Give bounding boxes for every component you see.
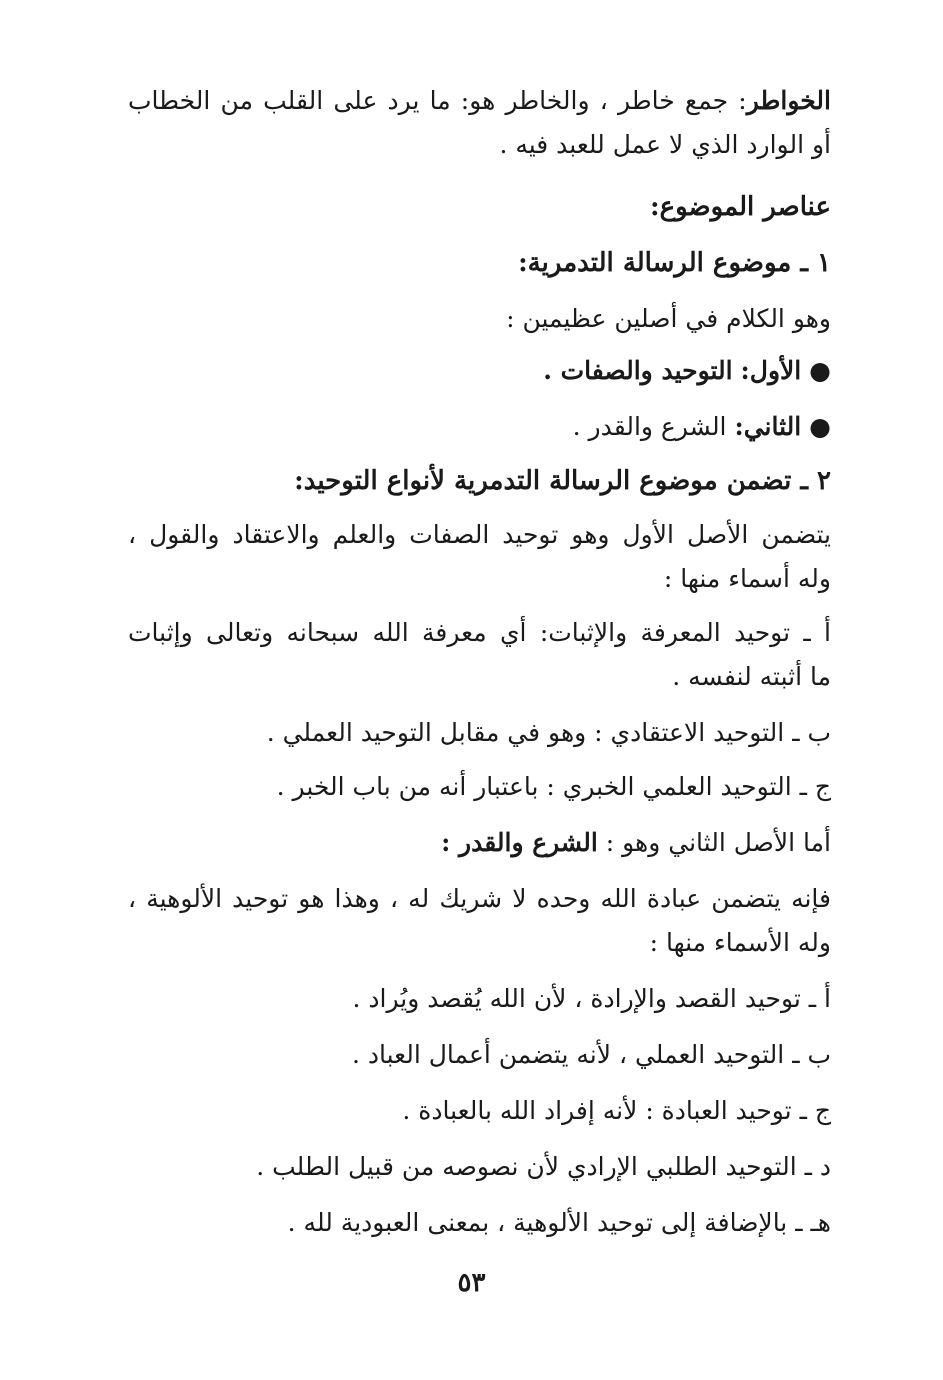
p1-line-1: يتضمن الأصل الأول وهو توحيد الصفات والعلم والاعتقاد والقول ، [128, 520, 831, 549]
second-principle-line [441, 826, 831, 860]
section-heading: عناصر الموضوع: [650, 192, 831, 222]
bullet-icon: ● [809, 412, 831, 441]
intro-definition: : جمع خاطر ، والخاطر هو: ما يرد على القلب من الخطاب [128, 86, 747, 115]
bullet-first-text: التوحيد والصفات . [543, 356, 733, 385]
item1-heading: ١ ـ موضوع الرسالة التدمرية: [518, 248, 831, 278]
list1-a-line-2: ما أثبته لنفسه . [672, 662, 831, 691]
bullet-second [573, 410, 831, 444]
item2-heading: ٢ ـ تضمن موضوع الرسالة التدمرية لأنواع التوحيد: [294, 466, 831, 496]
list1-c: ج ـ التوحيد العلمي الخبري : باعتبار أنه من باب الخبر . [276, 772, 831, 801]
list2-item: ج ـ توحيد العبادة : لأنه إفراد الله بالعبادة . [402, 1096, 831, 1125]
list1-b: ب ـ التوحيد الاعتقادي : وهو في مقابل التوحيد العملي . [266, 718, 831, 747]
p1-line-2: وله أسماء منها : [663, 564, 831, 593]
p2-line-2: وله الأسماء منها : [649, 928, 831, 957]
second-principle-bold: الشرع والقدر : [441, 828, 598, 857]
list1-a-line-1: أ ـ توحيد المعرفة والإثبات: أي معرفة الله سبحانه وتعالى وإثبات [128, 618, 831, 647]
p2-line-1: فإنه يتضمن عبادة الله وحده لا شريك له ، وهذا هو توحيد الألوهية ، [128, 884, 831, 913]
intro-line-2: أو الوارد الذي لا عمل للعبد فيه . [499, 130, 831, 159]
bullet-first-label: الأول: [740, 356, 802, 385]
list2-item: د ـ التوحيد الطلبي الإرادي لأن نصوصه من قبيل الطلب . [256, 1152, 831, 1181]
second-principle-prefix: أما الأصل الثاني وهو : [605, 828, 831, 857]
bullet-icon: ● [809, 356, 831, 385]
list2-item: ب ـ التوحيد العملي ، لأنه يتضمن أعمال العباد . [351, 1040, 831, 1069]
list2-item: هـ ـ بالإضافة إلى توحيد الألوهية ، بمعنى العبودية لله . [287, 1208, 831, 1237]
page-number: ٥٣ [457, 1268, 486, 1298]
bullet-first [543, 354, 831, 388]
bullet-second-text: الشرع والقدر . [572, 412, 727, 441]
item1-intro: وهو الكلام في أصلين عظيمين : [506, 304, 831, 333]
intro-line-1 [128, 84, 831, 118]
bullet-second-label: الثاني: [734, 412, 802, 441]
intro-term: الخواطر [746, 86, 831, 115]
list2-item: أ ـ توحيد القصد والإرادة ، لأن الله يُقصد ويُراد . [352, 984, 831, 1013]
